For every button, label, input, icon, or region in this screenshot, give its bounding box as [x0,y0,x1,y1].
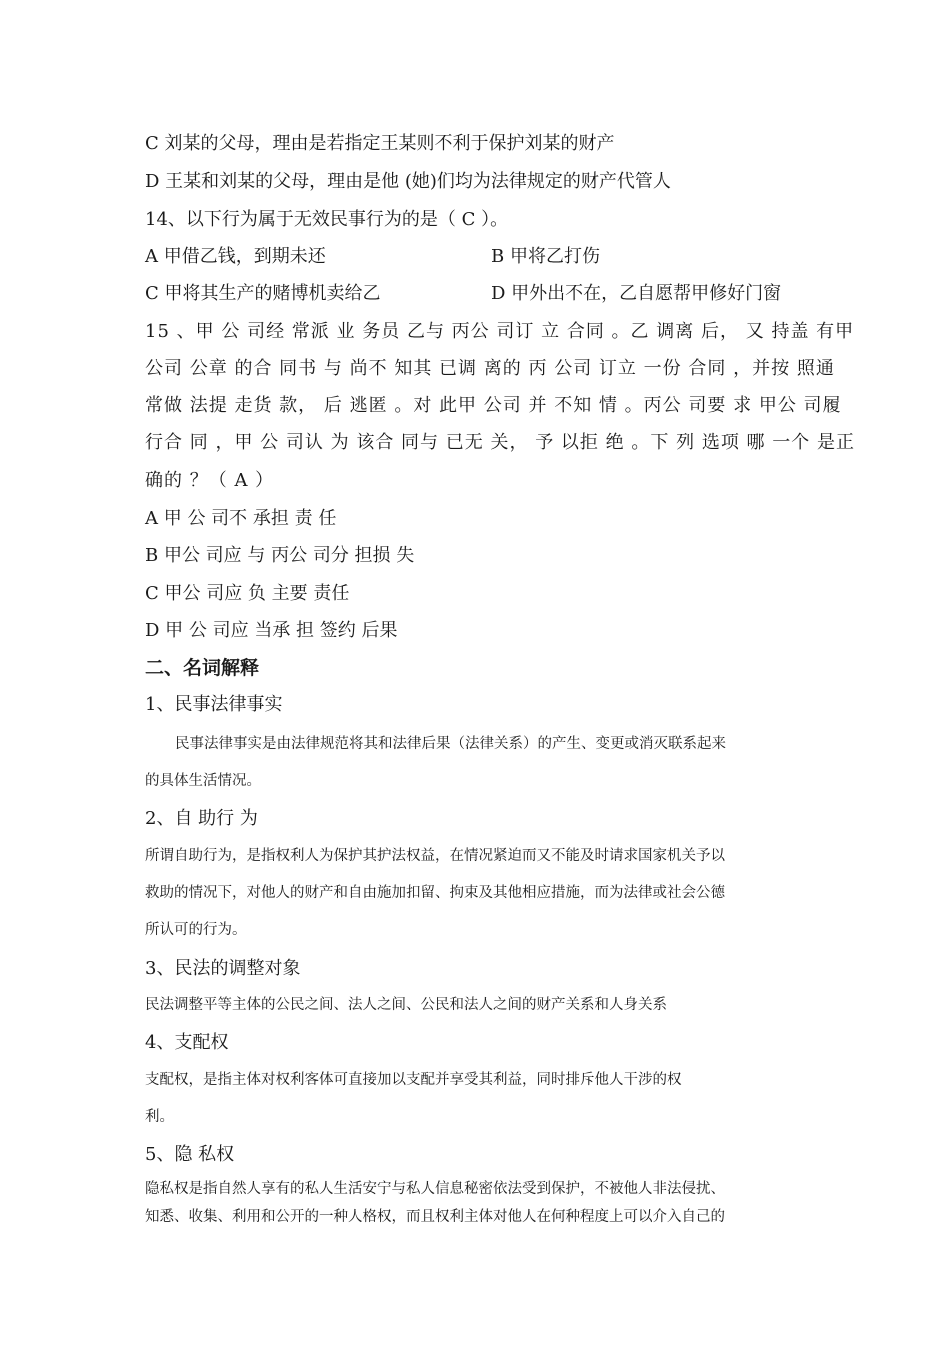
q13-option-c: C 刘某的父母，理由是若指定王某则不利于保护刘某的财产 [145,133,615,154]
term-3-title: 3、民法的调整对象 [145,958,301,979]
q15-option-b: B 甲公 司应 与 丙公 司分 担损 失 [145,545,415,566]
q14-option-a: A 甲借乙钱，到期未还 [145,246,326,267]
q13-option-d: D 王某和刘某的父母，理由是他 (她)们均为法律规定的财产代管人 [145,171,671,192]
term-4-title: 4、支配权 [145,1032,229,1053]
q15-stem-line-2: 公司 公章 的合 同书 与 尚不 知其 已调 离的 丙 公司 订立 一份 合同 ，并按 照通 [145,358,835,379]
term-2-body-line-2: 救助的情况下，对他人的财产和自由施加扣留、拘束及其他相应措施，而为法律或社会公德 [145,885,725,901]
term-1-title: 1、民事法律事实 [145,694,283,715]
q14-option-d: D 甲外出不在，乙自愿帮甲修好门窗 [491,283,782,304]
term-5-title: 5、隐 私权 [145,1144,235,1165]
q14-option-b: B 甲将乙打伤 [491,246,600,267]
term-5-body-line-2: 知悉、收集、利用和公开的一种人格权，而且权利主体对他人在何种程度上可以介入自己的 [145,1209,725,1225]
q15-option-d: D 甲 公 司应 当承 担 签约 后果 [145,620,398,641]
term-2-body-line-1: 所谓自助行为，是指权利人为保护其护法权益，在情况紧迫而又不能及时请求国家机关予以 [145,848,725,864]
term-3-body-line-1: 民法调整平等主体的公民之间、法人之间、公民和法人之间的财产关系和人身关系 [145,997,667,1013]
q15-stem-line-5: 确的 ？（ A ） [145,470,275,491]
term-5-body-line-1: 隐私权是指自然人享有的私人生活安宁与私人信息秘密依法受到保护，不被他人非法侵扰、 [145,1181,725,1197]
term-1-body-line-2: 的具体生活情况。 [145,773,261,789]
term-4-body-line-2: 利。 [145,1109,174,1125]
q15-option-a: A 甲 公 司不 承担 责 任 [145,508,337,529]
q14-option-c: C 甲将其生产的赌博机卖给乙 [145,283,381,304]
term-2-title: 2、自 助行 为 [145,808,258,829]
term-4-body-line-1: 支配权，是指主体对权利客体可直接加以支配并享受其利益，同时排斥他人干涉的权 [145,1072,682,1088]
q15-stem-line-1: 15 、甲 公 司经 常派 业 务员 乙与 丙公 司订 立 合同 。乙 调离 后， 又 持盖 有甲 [145,321,855,342]
q14-stem: 14、以下行为属于无效民事行为的是（ C ）。 [145,209,509,230]
term-2-body-line-3: 所认可的行为。 [145,922,247,938]
q15-stem-line-3: 常做 法提 走货 款， 后 逃匿 。对 此甲 公司 并 不知 情 。丙公 司要 求 甲公 司履 [145,395,842,416]
q15-stem-line-4: 行合 同 ，甲 公 司认 为 该合 同与 已无 关， 予 以拒 绝 。下 列 选项 哪 一个 是正 [145,432,855,453]
section-heading-terms: 二、名词解释 [145,657,260,679]
term-1-body-line-1: 民事法律事实是由法律规范将其和法律后果（法律关系）的产生、变更或消灭联系起来 [175,736,726,752]
q15-option-c: C 甲公 司应 负 主要 责任 [145,583,350,604]
